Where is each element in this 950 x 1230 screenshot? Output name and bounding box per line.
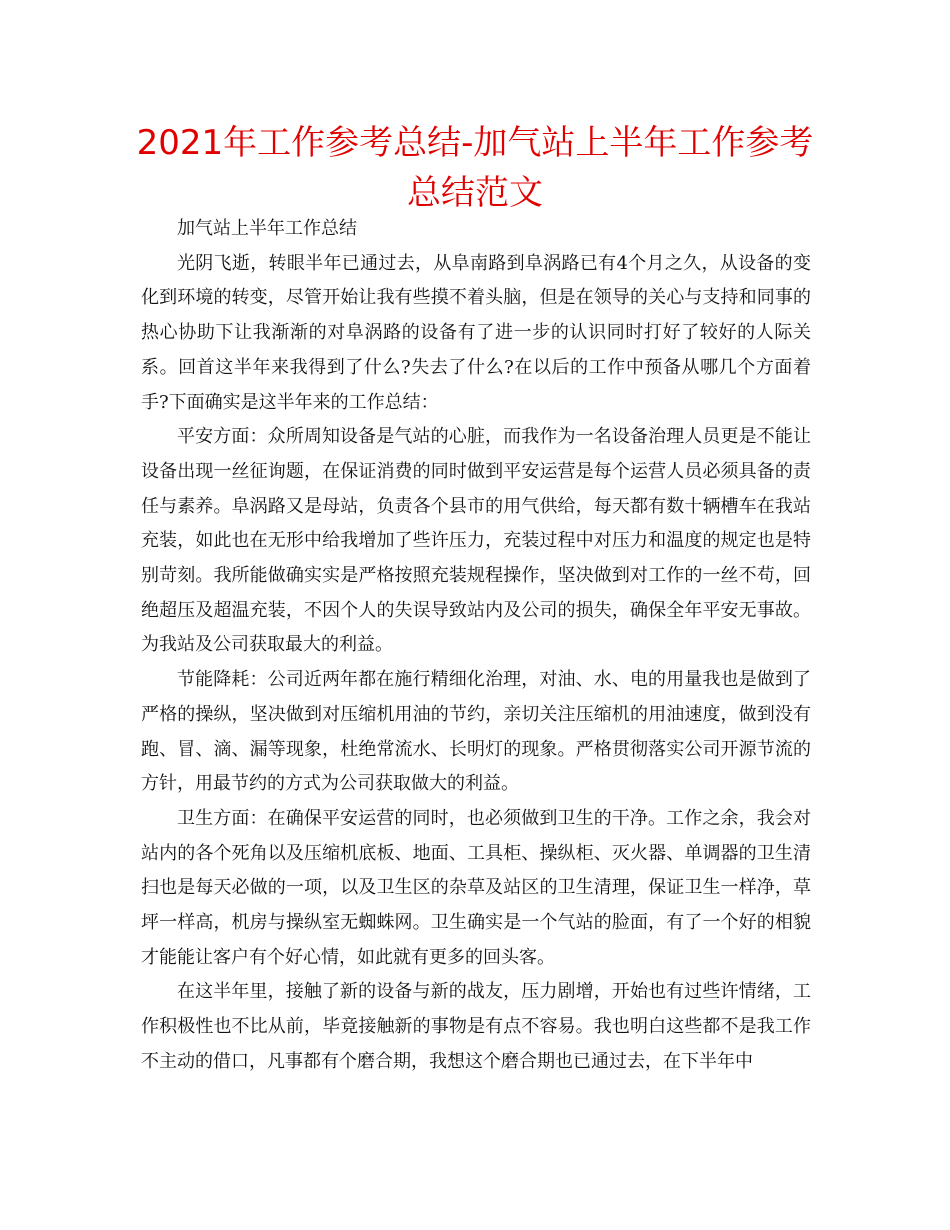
section-heading: 加气站上半年工作总结 <box>177 218 357 239</box>
paragraph-hygiene: 卫生方面：在确保平安运营的同时，也必须做到卫生的干净。工作之余，我会对站内的各个死角以及压缩机底板、地面、工具柜、操纵柜、灭火器、单调器的卫生清扫也是每天必做的一项，以及卫生区的杂草及站区的卫生清理，保证卫生一样净，草坪一样高，机房与操纵室无蜘蛛网。卫生确实是一个气站的脸面，有了一个好的相貌才能能让客户有个好心情，如此就有更多的回头客。 <box>141 807 811 968</box>
paragraph-reflection: 在这半年里，接触了新的设备与新的战友，压力剧增，开始也有过些许情绪，工作积极性也不比从前，毕竟接触新的事物是有点不容易。我也明白这些都不是我工作不主动的借口，凡事都有个磨合期，我想这个磨合期也已通过去，在下半年中 <box>141 981 811 1072</box>
paragraph-energy-saving: 节能降耗：公司近两年都在施行精细化治理，对油、水、电的用量我也是做到了严格的操纵，坚决做到对压缩机用油的节约，亲切关注压缩机的用油速度，做到没有跑、冒、滴、漏等现象，杜绝常流水、长明灯的现象。严格贯彻落实公司开源节流的方针，用最节约的方式为公司获取做大的利益。 <box>141 669 811 795</box>
paragraph-safety: 平安方面：众所周知设备是气站的心脏，而我作为一名设备治理人员更是不能让设备出现一丝征询题，在保证消费的同时做到平安运营是每个运营人员必须具备的责任与素养。阜涡路又是母站，负责各个县市的用气供给，每天都有数十辆槽车在我站充装，如此也在无形中给我增加了些许压力，充装过程中对压力和温度的规定也是特别苛刻。我所能做确实实是严格按照充装规程操作，坚决做到对工作的一丝不苟，回绝超压及超温充装，不因个人的失误导致站内及公司的损失，确保全年平安无事故。为我站及公司获取最大的利益。 <box>141 426 811 656</box>
document-title: 2021年工作参考总结-加气站上半年工作参考总结范文 <box>136 123 814 213</box>
paragraph-intro: 光阴飞逝，转眼半年已通过去，从阜南路到阜涡路已有4个月之久，从设备的变化到环境的转变，尽管开始让我有些摸不着头脑，但是在领导的关心与支持和同事的热心协助下让我渐渐的对阜涡路的设备有了进一步的认识同时打好了较好的人际关系。回首这半年来我得到了什么?失去了什么?在以后的工作中预备从哪几个方面着手?下面确实是这半年来的工作总结： <box>141 252 811 413</box>
document-body <box>141 212 811 1080</box>
